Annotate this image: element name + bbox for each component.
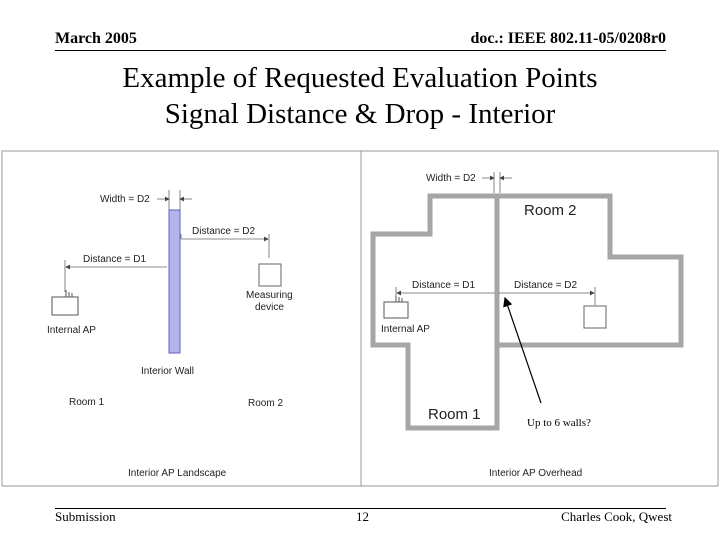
landscape-distance-d2-label: Distance = D2 [192,226,256,237]
overhead-distance-d1-label: Distance = D1 [412,280,476,291]
footer-submission: Submission [55,509,116,524]
overhead-distance-d2-label: Distance = D2 [514,280,578,291]
landscape-caption: Interior AP Landscape [128,468,227,479]
title-line-1: Example of Requested Evaluation Points [122,62,598,94]
walls-note: Up to 6 walls? [527,417,591,429]
overhead-measuring-device-icon [584,306,606,328]
landscape-room2-label: Room 2 [248,398,284,409]
landscape-frame [2,151,361,486]
overhead-width-label: Width = D2 [426,173,476,184]
footer-author: Charles Cook, Qwest [561,509,672,524]
landscape-distance-d1-label: Distance = D1 [83,254,147,265]
measuring-device-icon [259,264,281,286]
overhead-room2-label: Room 2 [524,202,577,219]
overhead-internal-ap-label: Internal AP [381,324,430,335]
overhead-panel [361,151,718,486]
header-doc-id: doc.: IEEE 802.11-05/0208r0 [470,30,666,47]
interior-wall-shape [169,210,180,353]
title-line-2: Signal Distance & Drop - Interior [164,98,556,130]
landscape-internal-ap-label: Internal AP [47,325,96,336]
landscape-width-label: Width = D2 [100,194,150,205]
interior-wall-label: Interior Wall [141,366,194,377]
footer-page-number: 12 [356,509,369,524]
header-date: March 2005 [55,30,137,47]
landscape-room1-label: Room 1 [69,397,105,408]
landscape-panel [2,151,361,486]
overhead-caption: Interior AP Overhead [489,468,583,479]
measuring-label-1: Measuring [246,290,293,301]
measuring-label-2: device [255,302,284,313]
overhead-room1-label: Room 1 [428,406,481,423]
